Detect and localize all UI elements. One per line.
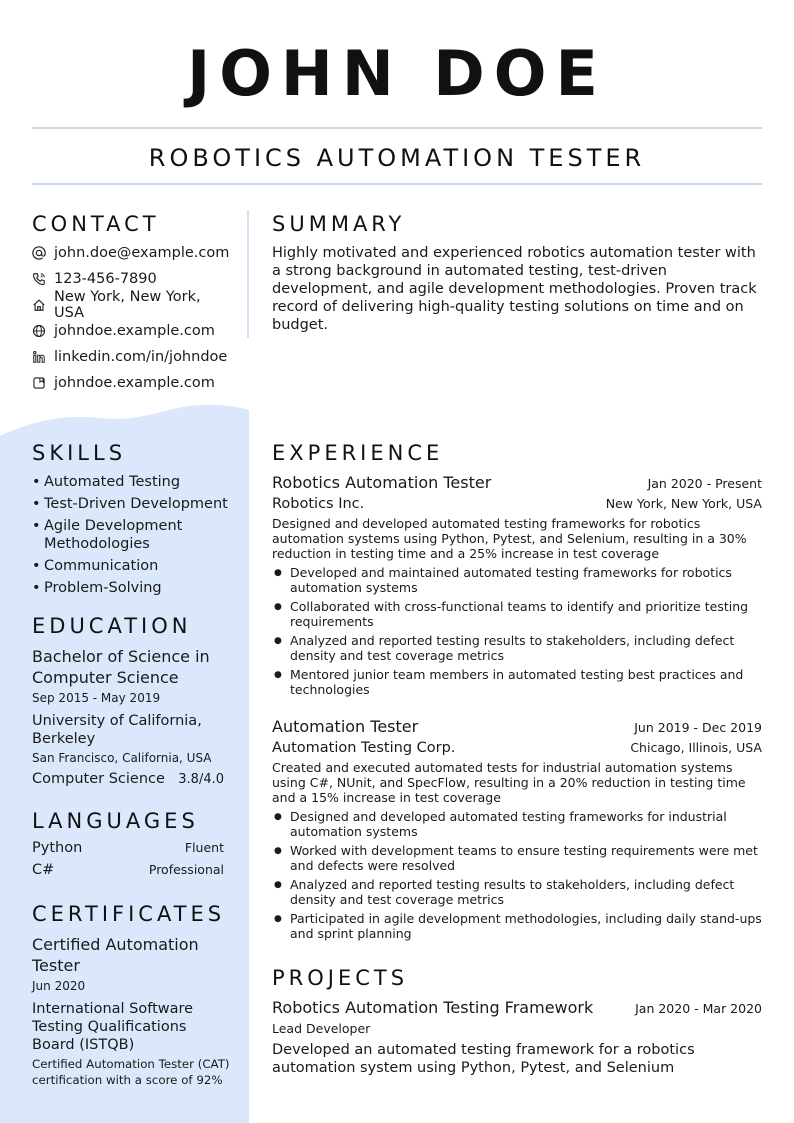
job-dates: Jan 2020 - Present (647, 476, 762, 491)
contact-phone-text: 123-456-7890 (54, 271, 157, 287)
skill-item: • Agile Development Methodologies (32, 517, 228, 553)
language-row (32, 840, 224, 862)
certificates-heading: CERTIFICATES (32, 902, 226, 926)
contact-linkedin[interactable] (32, 344, 228, 370)
project-item (272, 997, 762, 1077)
languages-heading: LANGUAGES (32, 809, 199, 833)
job-bullet: ● Worked with development teams to ensure testing requirements were met and defects were resolved (272, 843, 762, 873)
education-field-row (32, 770, 224, 788)
summary-text: Highly motivated and experienced robotics automation tester with a strong background in automated testing, test-driven development, and agile development methodologies. Proven track record of delivering high-quality testing solutions on time and on budget. (272, 245, 757, 333)
experience-job (272, 716, 762, 945)
education-dates: Sep 2015 - May 2019 (32, 691, 161, 705)
job-subheader (272, 738, 762, 758)
certificate-name: Certified Automation Tester (32, 935, 199, 975)
education-field: Computer Science (32, 771, 165, 787)
contact-location-text: New York, New York, USA (54, 289, 201, 321)
skill-item: • Communication (32, 557, 228, 575)
job-bullets (272, 809, 762, 941)
job-description: Designed and developed automated testing frameworks for robotics automation systems using Python, Pytest, and Selenium, resulting in a 30% reduction in testing time and a 25% increase in test coverage (272, 516, 747, 561)
job-header (272, 472, 762, 494)
contact-portfolio[interactable] (32, 370, 228, 396)
phone-icon (32, 272, 46, 286)
job-bullet: ● Mentored junior team members in automated testing best practices and technologies (272, 667, 762, 697)
globe-icon (32, 324, 46, 338)
at-icon (32, 246, 46, 260)
job-bullet: ● Participated in agile development methodologies, including daily stand-ups and sprint planning (272, 911, 762, 941)
contact-location (32, 289, 228, 321)
header-top-rule (32, 127, 762, 129)
summary-heading: SUMMARY (272, 212, 406, 236)
contact-email[interactable] (32, 240, 228, 266)
skill-item: • Automated Testing (32, 473, 228, 491)
certificate-date: Jun 2020 (32, 979, 86, 993)
skills-heading: SKILLS (32, 441, 127, 465)
skill-item: • Problem-Solving (32, 579, 228, 597)
contact-email-text: john.doe@example.com (54, 245, 230, 261)
education-degree: Bachelor of Science in Computer Science (32, 647, 210, 687)
job-company: Automation Testing Corp. (272, 740, 456, 756)
job-location: Chicago, Illinois, USA (630, 740, 762, 755)
column-divider (247, 210, 249, 338)
job-bullets (272, 565, 762, 697)
job-title: ROBOTICS AUTOMATION TESTER (148, 144, 646, 172)
language-level: Professional (148, 862, 224, 877)
contact-heading: CONTACT (32, 212, 160, 236)
header-bottom-rule (32, 183, 762, 185)
job-bullet: ● Analyzed and reported testing results to stakeholders, including defect density and test coverage metrics (272, 633, 762, 663)
job-title: Automation Tester (272, 717, 419, 736)
language-name: Python (32, 840, 83, 856)
candidate-name: JOHN DOE (187, 37, 607, 110)
job-location: New York, New York, USA (605, 496, 762, 511)
job-company: Robotics Inc. (272, 496, 365, 512)
projects-heading: PROJECTS (272, 966, 409, 990)
education-gpa: 3.8/4.0 (178, 772, 224, 787)
project-name: Robotics Automation Testing Framework (272, 998, 594, 1017)
education-location: San Francisco, California, USA (32, 751, 212, 765)
job-title: Robotics Automation Tester (272, 473, 492, 492)
certificates-section (32, 934, 232, 1088)
skills-section (32, 473, 228, 601)
project-dates: Jan 2020 - Mar 2020 (635, 1001, 762, 1016)
certificate-issuer: International Software Testing Qualifications Board (ISTQB) (32, 1001, 194, 1053)
language-row (32, 862, 224, 884)
job-bullet: ● Analyzed and reported testing results to stakeholders, including defect density and test coverage metrics (272, 877, 762, 907)
project-role: Lead Developer (272, 1021, 371, 1036)
skills-list (32, 473, 228, 597)
job-bullet: ● Developed and maintained automated testing frameworks for robotics automation systems (272, 565, 762, 595)
education-section (32, 646, 228, 788)
contact-linkedin-text: linkedin.com/in/johndoe (54, 349, 228, 365)
certificate-description: Certified Automation Tester (CAT) certification with a score of 92% (32, 1057, 230, 1087)
contact-portfolio-text: johndoe.example.com (54, 375, 215, 391)
job-description: Created and executed automated tests for industrial automation systems using C#, NUnit, and SpecFlow, resulting in a 20% reduction in testing time and a 15% increase in test coverage (272, 760, 746, 805)
job-dates: Jun 2019 - Dec 2019 (634, 720, 762, 735)
contact-website[interactable] (32, 318, 228, 344)
job-header (272, 716, 762, 738)
job-bullet: ● Designed and developed automated testing frameworks for industrial automation systems (272, 809, 762, 839)
home-icon (32, 298, 46, 312)
contact-website-text: johndoe.example.com (54, 323, 215, 339)
project-header (272, 997, 762, 1019)
education-school: University of California, Berkeley (32, 713, 202, 747)
linkedin-icon (32, 350, 46, 364)
experience-heading: EXPERIENCE (272, 441, 444, 465)
language-level: Fluent (184, 840, 224, 855)
experience-job (272, 472, 762, 701)
job-bullet: ● Collaborated with cross-functional teams to identify and prioritize testing requirements (272, 599, 762, 629)
education-heading: EDUCATION (32, 614, 192, 638)
skill-item: • Test-Driven Development (32, 495, 228, 513)
languages-section (32, 840, 224, 884)
language-name: C# (32, 862, 55, 878)
job-subheader (272, 494, 762, 514)
portfolio-icon (32, 376, 46, 390)
contact-list (32, 240, 228, 396)
project-description: Developed an automated testing framework for a robotics automation system using Python, Pytest, and Selenium (272, 1042, 695, 1076)
